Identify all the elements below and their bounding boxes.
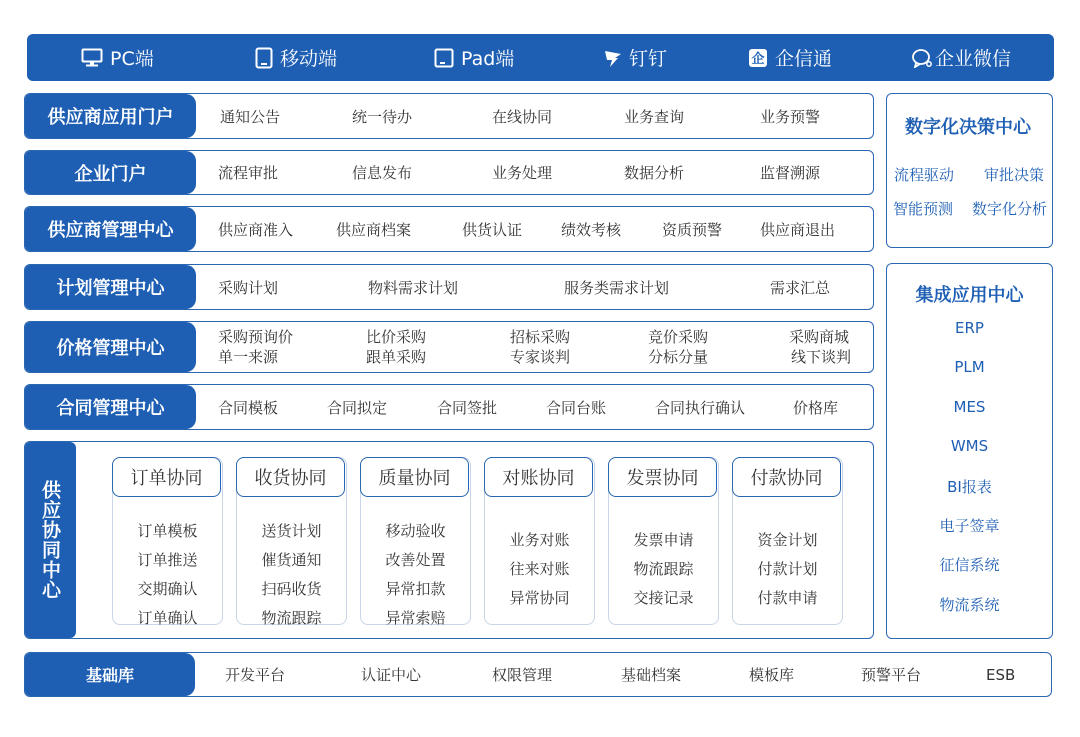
row-item[interactable]: 合同执行确认: [655, 398, 746, 417]
card-item: 异常协同: [509, 589, 570, 607]
card-title: 收货协同: [236, 457, 345, 497]
row-item[interactable]: 合同拟定: [327, 398, 388, 417]
row-item[interactable]: 合同签批: [437, 398, 498, 417]
row-label: 合同管理中心: [25, 385, 196, 429]
row-plan-management: [24, 264, 874, 310]
row-item[interactable]: 竞价采购: [648, 328, 709, 346]
row-item[interactable]: ESB: [986, 665, 1016, 684]
top-item-pc[interactable]: [81, 34, 154, 81]
card-order-collaboration[interactable]: [112, 457, 223, 625]
panel-item[interactable]: 数字化分析: [972, 200, 1048, 218]
row-item[interactable]: 服务类需求计划: [564, 278, 670, 297]
top-item-label: 移动端: [280, 48, 338, 70]
row-item[interactable]: 信息发布: [352, 164, 413, 182]
row-label: 供应商管理中心: [25, 207, 196, 251]
client-platform-bar: [27, 34, 1054, 81]
row-item[interactable]: 预警平台: [861, 666, 922, 684]
row-item[interactable]: 价格库: [793, 398, 839, 417]
row-item[interactable]: 合同模板: [218, 398, 279, 417]
row-item[interactable]: 业务处理: [492, 164, 553, 182]
row-label: 供应商应用门户: [25, 94, 196, 138]
card-item: 改善处置: [385, 551, 446, 569]
row-item[interactable]: 开发平台: [225, 666, 286, 684]
card-item: 订单确认: [137, 609, 198, 627]
row-item[interactable]: 在线协同: [492, 107, 553, 126]
row-item[interactable]: 流程审批: [218, 164, 279, 182]
top-item-label: 企业微信: [935, 48, 1012, 70]
row-item[interactable]: 采购预询价: [218, 328, 294, 346]
card-item: 订单推送: [137, 551, 198, 569]
panel-title: 数字化决策中心: [905, 117, 1031, 138]
card-receiving-collaboration[interactable]: [236, 457, 347, 625]
row-item[interactable]: 分标分量: [648, 348, 709, 366]
row-item[interactable]: 专家谈判: [510, 348, 571, 366]
row-item[interactable]: 供应商准入: [218, 220, 294, 239]
panel-item[interactable]: BI报表: [947, 478, 992, 496]
row-item[interactable]: 监督溯源: [760, 164, 821, 182]
top-item-pad[interactable]: [434, 34, 514, 81]
row-item[interactable]: 招标采购: [510, 328, 571, 346]
row-item[interactable]: 线下谈判: [791, 348, 852, 366]
row-item[interactable]: 供应商档案: [336, 220, 412, 239]
row-item[interactable]: 资质预警: [662, 220, 723, 239]
row-label: 基础库: [25, 653, 195, 696]
top-item-qixintong[interactable]: [748, 34, 832, 81]
row-item[interactable]: 单一来源: [218, 348, 279, 366]
card-item: 资金计划: [757, 531, 818, 549]
row-item[interactable]: 供应商退出: [760, 220, 836, 239]
dingtalk-icon: [604, 48, 622, 68]
row-item[interactable]: 采购计划: [218, 278, 279, 297]
card-item: 物流跟踪: [261, 609, 322, 627]
row-item[interactable]: 跟单采购: [366, 348, 427, 366]
row-item[interactable]: 合同台账: [546, 398, 607, 417]
row-label: 企业门户: [25, 151, 196, 194]
row-foundation-library: [24, 652, 1052, 697]
panel-item[interactable]: 征信系统: [939, 556, 1000, 574]
card-item: 移动验收: [385, 522, 446, 540]
top-item-wecom[interactable]: [911, 34, 1011, 81]
row-item[interactable]: 采购商城: [789, 328, 850, 346]
card-item: 异常索赔: [385, 609, 446, 627]
top-item-dingtalk[interactable]: [604, 34, 667, 81]
panel-title: 集成应用中心: [915, 285, 1024, 306]
card-title: 对账协同: [484, 457, 593, 497]
card-title: 质量协同: [360, 457, 469, 497]
row-item[interactable]: 统一待办: [352, 107, 413, 126]
card-item: 交期确认: [137, 580, 198, 598]
card-title: 付款协同: [732, 457, 841, 497]
row-item[interactable]: 认证中心: [361, 666, 422, 684]
card-title: 发票协同: [608, 457, 717, 497]
row-item[interactable]: 供货认证: [462, 220, 523, 239]
card-item: 物流跟踪: [633, 560, 694, 578]
card-reconciliation-collaboration[interactable]: [484, 457, 595, 625]
panel-item[interactable]: 流程驱动: [894, 166, 955, 184]
supply-label: 供应协同中心: [25, 442, 76, 638]
panel-item[interactable]: WMS: [950, 437, 989, 455]
row-enterprise-portal: [24, 150, 874, 195]
card-item: 扫码收货: [261, 580, 322, 598]
row-item[interactable]: 业务查询: [624, 107, 685, 126]
card-item: 付款计划: [757, 560, 818, 578]
digital-decision-center: [886, 93, 1053, 248]
top-item-mobile[interactable]: [255, 34, 337, 81]
supply-collaboration-center: [24, 441, 874, 639]
card-item: 付款申请: [757, 589, 818, 607]
mobile-icon: [255, 47, 273, 69]
card-item: 订单模板: [137, 522, 198, 540]
panel-item[interactable]: 物流系统: [939, 596, 1000, 614]
panel-item[interactable]: ERP: [955, 319, 984, 337]
top-item-label: PC端: [110, 48, 154, 70]
row-supplier-management: [24, 206, 874, 252]
panel-item[interactable]: PLM: [954, 358, 985, 376]
card-payment-collaboration[interactable]: [732, 457, 843, 625]
row-label: 价格管理中心: [25, 322, 196, 372]
row-item[interactable]: 通知公告: [220, 107, 281, 126]
panel-item[interactable]: 电子签章: [939, 517, 1000, 535]
row-contract-management: [24, 384, 874, 430]
top-item-label: Pad端: [461, 48, 515, 70]
top-item-label: 企信通: [775, 48, 833, 70]
row-item[interactable]: 物料需求计划: [368, 278, 459, 297]
row-item[interactable]: 基础档案: [621, 666, 682, 684]
svg-text:企: 企: [751, 51, 765, 67]
card-item: 业务对账: [509, 531, 570, 549]
enterprise-message-icon: [748, 48, 768, 68]
row-item[interactable]: 权限管理: [492, 666, 553, 684]
panel-item[interactable]: 智能预测: [893, 200, 954, 218]
panel-item[interactable]: 审批决策: [984, 166, 1045, 184]
row-supplier-portal: [24, 93, 874, 139]
monitor-icon: [81, 48, 103, 68]
card-item: 发票申请: [633, 531, 694, 549]
card-quality-collaboration[interactable]: [360, 457, 471, 625]
row-item[interactable]: 比价采购: [366, 328, 427, 346]
row-item[interactable]: 业务预警: [760, 107, 821, 126]
row-item[interactable]: 模板库: [749, 666, 795, 684]
panel-item[interactable]: MES: [953, 398, 986, 416]
tablet-icon: [434, 48, 454, 68]
top-item-label: 钉钉: [629, 48, 668, 70]
row-label: 计划管理中心: [25, 265, 196, 309]
card-item: 送货计划: [261, 522, 322, 540]
card-item: 往来对账: [509, 560, 570, 578]
integration-application-center: [886, 263, 1053, 639]
card-item: 催货通知: [261, 551, 322, 569]
card-title: 订单协同: [112, 457, 221, 497]
row-item[interactable]: 需求汇总: [770, 278, 831, 297]
row-item[interactable]: 数据分析: [624, 164, 685, 182]
row-price-management: [24, 321, 874, 373]
card-item: 交接记录: [633, 589, 694, 607]
card-invoice-collaboration[interactable]: [608, 457, 719, 625]
wecom-icon: [911, 48, 933, 68]
card-item: 异常扣款: [385, 580, 446, 598]
row-item[interactable]: 绩效考核: [561, 220, 622, 239]
